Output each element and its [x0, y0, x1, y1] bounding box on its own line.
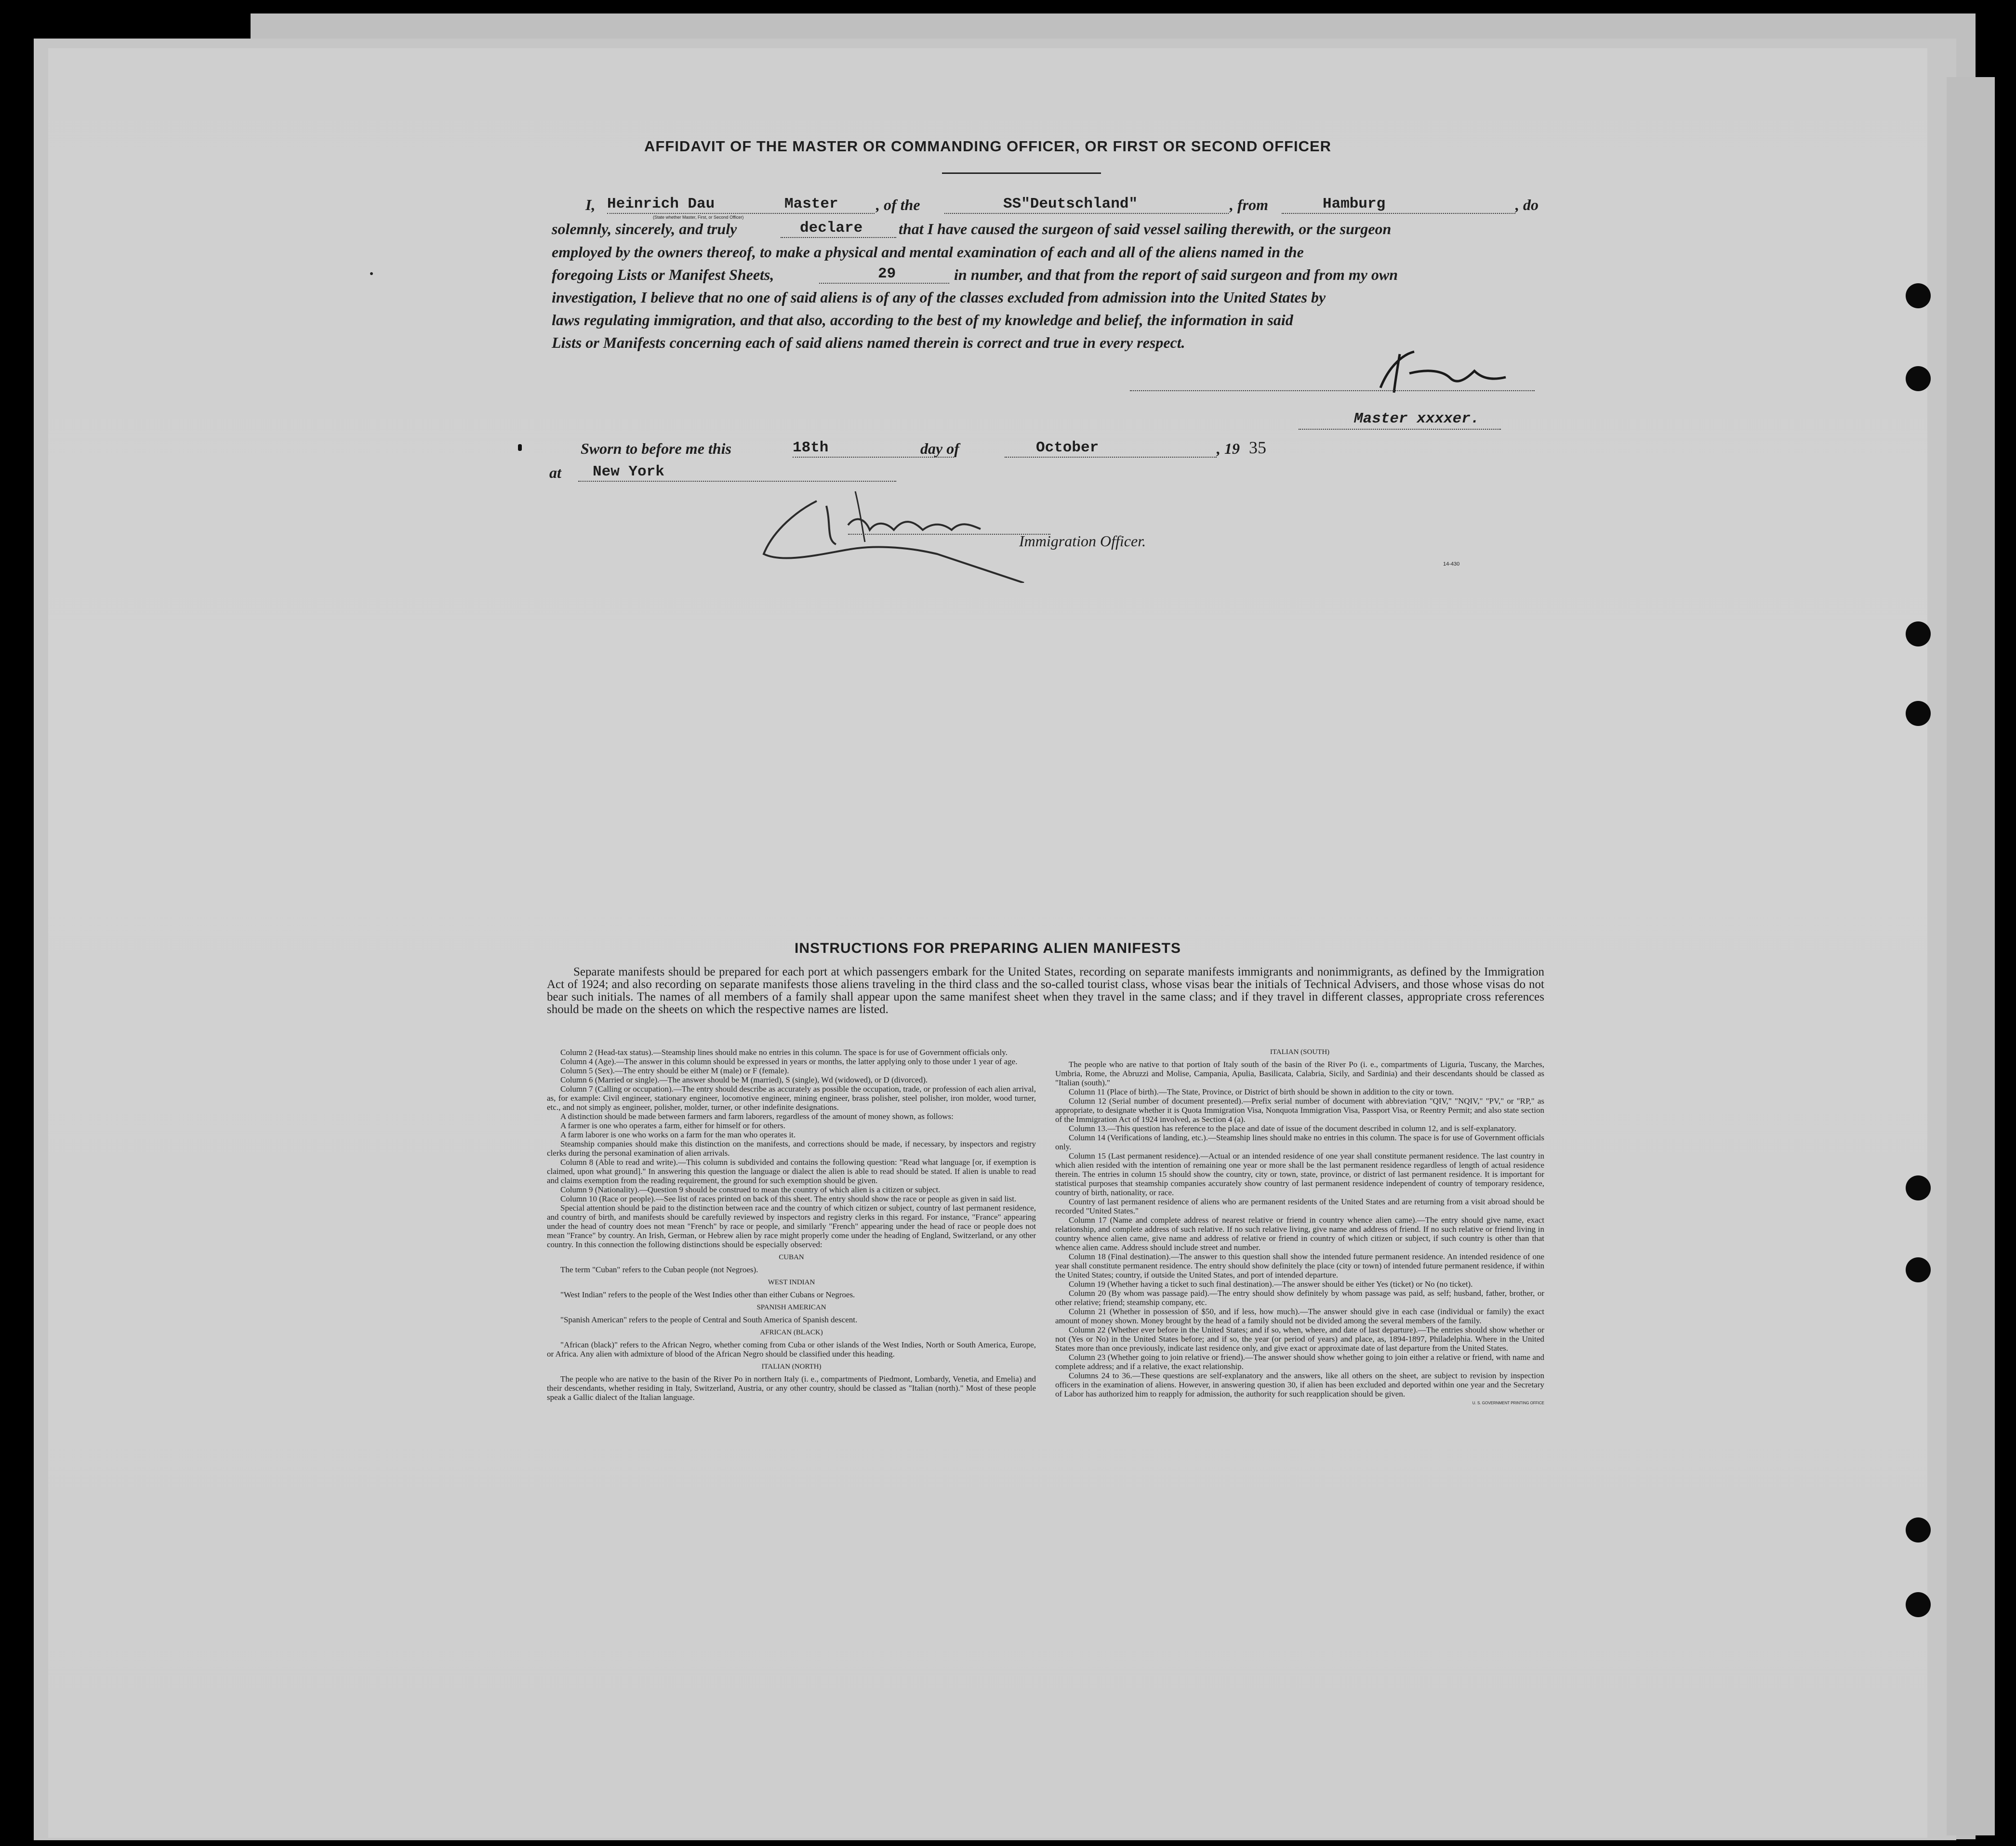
binder-hole	[1906, 283, 1931, 308]
affidavit-line-4a: foregoing Lists or Manifest Sheets,	[552, 266, 774, 283]
rank-hint: (State whether Master, First, or Second Officer)	[653, 215, 744, 220]
sworn-day: 18th	[793, 439, 829, 456]
at-label: at	[549, 464, 561, 481]
form-number: 14-430	[1443, 561, 1460, 567]
instruction-paragraph: Column 22 (Whether ever before in the United States; and if so, when, where, and date of last departure).—The entries should show whether or not (Yes or No) in the United States before; and if so, the year (or period of years) and place, as, 1894-1897, Philadelphia. Where in the United States more than once previously, indicate last residence only, and give exact or approximate date of last departure from the United States.	[1055, 1325, 1544, 1353]
affidavit-line-2b: that I have caused the surgeon of said vessel sailing therewith, or the surgeon	[899, 220, 1392, 237]
binder-hole	[1906, 1175, 1931, 1200]
sworn-place: New York	[593, 463, 664, 480]
day-of-label: day of	[920, 440, 959, 457]
port-line	[1282, 213, 1515, 214]
year-prefix: , 19	[1217, 440, 1240, 457]
instructions-intro: Separate manifests should be prepared for each port at which passengers embark for the United States, recording on separate manifests immigrants and nonimmigrants, as defined by the Immigration Act of 1924; and also recording on separate manifests those aliens traveling in the third class and the so-called tourist class, whose visas bear the initials of Technical Advisers, and those whose visas do not bear such initials. The names of all members of a family shall appear upon the same manifest sheet when they travel in the same class; and if they travel in different classes, appropriate cross references should be made on the sheets on which the respective names are listed.	[547, 965, 1544, 1016]
year-suffix: 35	[1249, 438, 1266, 457]
ink-dot	[370, 272, 373, 275]
officer-label: Immigration Officer.	[1019, 532, 1146, 550]
instruction-paragraph: The people who are native to the basin of the River Po in northern Italy (i. e., compartments of Piedmont, Lombardy, Venetia, and Emelia) and their descendants, whether residing in Italy, Switzerland, Austria, or any other country, should be classed as "Italian (north)." Most of these people speak a Gallic dialect of the Italian language.	[547, 1374, 1036, 1402]
instruction-paragraph: Column 8 (Able to read and write).—This column is subdivided and contains the following question: "Read what language [or, if exemption is claimed, upon what ground]." In answering this question the language or dialect the alien is able to read should be stated. If alien is unable to read and claims exemption from the reading requirement, the ground for such exemption should be given.	[547, 1158, 1036, 1185]
instruction-paragraph: Column 6 (Married or single).—The answer should be M (married), S (single), Wd (widowed), or D (divorced).	[560, 1075, 928, 1084]
heading-spanish-american: SPANISH AMERICAN	[756, 1304, 826, 1311]
ship-line	[944, 213, 1229, 214]
instruction-paragraph: A distinction should be made between farmers and farm laborers, regardless of the amount of money shown, as follows:	[560, 1112, 954, 1121]
affidavit-i: I,	[585, 196, 596, 213]
binder-hole	[1906, 366, 1931, 391]
printer-credit: U. S. GOVERNMENT PRINTING OFFICE	[1472, 1401, 1544, 1405]
instruction-paragraph: The people who are native to that portion of Italy south of the basin of the River Po (i. e., compartments of Liguria, Tuscany, the Marches, Umbria, Rome, the Abruzzi and Molise, Campania, Apulia, Basilicata, Calabria, Sicily, and Sardinia) and their descendants should be classed as "Italian (south)."	[1055, 1060, 1544, 1087]
of-the-label: , of the	[876, 196, 920, 213]
binder-edge	[1947, 77, 1995, 1835]
title-rule	[942, 172, 1101, 174]
do-label: , do	[1515, 196, 1539, 213]
instructions-left-column	[547, 1048, 1036, 1402]
instruction-paragraph: Special attention should be paid to the distinction between race and the country of which citizen or subject, country of last permanent residence, and country of birth, and manifests should be carefully reviewed by inspectors and registry clerks in this regard. For instance, "France" appearing under the head of country does not mean "French" by race or people, and similarly "French" appearing under the head of race or people does not mean "France" by country. An Irish, German, or Hebrew alien by race might properly come under the heading of England, Switzerland, or any other country. In this connection the following distinctions should be especially observed:	[547, 1203, 1036, 1249]
from-label: , from	[1230, 196, 1268, 213]
instruction-paragraph: A farmer is one who operates a farm, either for himself or for others.	[560, 1121, 785, 1130]
affidavit-line-5: investigation, I believe that no one of said aliens is of any of the classes excluded from admission into the United States by	[552, 289, 1326, 306]
binder-hole	[1906, 1592, 1931, 1617]
instruction-paragraph: The term "Cuban" refers to the Cuban people (not Negroes).	[560, 1265, 758, 1274]
instruction-paragraph: Column 13.—This question has reference to the place and date of issue of the document described in column 12, and is self-explanatory.	[1069, 1124, 1516, 1133]
instruction-paragraph: Steamship companies should make this distinction on the manifests, and corrections should be made, if necessary, by inspectors and registry clerks during the personal examination of alien arrivals.	[547, 1139, 1036, 1158]
instruction-paragraph: Column 10 (Race or people).—See list of races printed on back of this sheet. The entry should show the race or people as given in said list.	[560, 1194, 1017, 1203]
sheet-count: 29	[878, 265, 896, 282]
master-signature-line	[1130, 390, 1535, 391]
instruction-paragraph: A farm laborer is one who works on a farm for the man who operates it.	[560, 1130, 796, 1139]
instruction-paragraph: Column 9 (Nationality).—Question 9 should be construed to mean the country of which alien is a citizen or subject.	[560, 1185, 941, 1194]
heading-italian-north: ITALIAN (NORTH)	[761, 1363, 822, 1371]
instruction-paragraph: Column 5 (Sex).—The entry should be either M (male) or F (female).	[560, 1066, 789, 1075]
instruction-paragraph: Column 19 (Whether having a ticket to such final destination).—The answer should be either Yes (ticket) or No (no ticket).	[1069, 1279, 1473, 1289]
sheet-count-line	[819, 283, 949, 284]
affidavit-line-2a: solemnly, sincerely, and truly	[552, 220, 737, 237]
month-line	[1005, 457, 1217, 458]
instruction-paragraph: Column 18 (Final destination).—The answer to this question shall show the intended future permanent residence. An intended residence of one year shall constitute permanent residence. The entry should show definitely the place (city or town) of intended future permanent residence, if within the United States; country, if outside the United States, and port of intended departure.	[1055, 1252, 1544, 1279]
instruction-paragraph: Column 7 (Calling or occupation).—The entry should describe as accurately as possible the occupation, trade, or profession of each alien arrival, as, for example: Civil engineer, stationary engineer, locomotive engineer, mining engineer, brass polisher, steel polisher, iron molder, wood turner, etc., and not simply as engineer, polisher, molder, turner, or other indefinite designations.	[547, 1084, 1036, 1112]
sworn-label: Sworn to before me this	[581, 440, 731, 457]
instructions-right-column	[1055, 1048, 1544, 1408]
instruction-paragraph: Column 4 (Age).—The answer in this column should be expressed in years or months, the latter applying only to those under 1 year of age.	[560, 1057, 1018, 1066]
instruction-paragraph: Column 20 (By whom was passage paid).—The entry should show definitely by whom passage was paid, as self; husband, father, brother, or other relative; friend; steamship company, etc.	[1055, 1289, 1544, 1307]
affidavit-line-3: employed by the owners thereof, to make a physical and mental examination of each and all of the aliens named in the	[552, 243, 1304, 261]
instruction-paragraph: "West Indian" refers to the people of the West Indies other than either Cubans or Negroes.	[560, 1290, 855, 1299]
heading-west-indian: WEST INDIAN	[768, 1279, 815, 1286]
instruction-paragraph: Column 2 (Head-tax status).—Steamship lines should make no entries in this column. The space is for use of Government officials only.	[560, 1048, 1008, 1057]
heading-african: AFRICAN (BLACK)	[760, 1329, 823, 1336]
binder-hole	[1906, 1257, 1931, 1282]
immigration-officer-signature	[754, 482, 1062, 583]
affidavit-title: AFFIDAVIT OF THE MASTER OR COMMANDING OFFICER, OR FIRST OR SECOND OFFICER	[644, 138, 1332, 155]
affidavit-line-6: laws regulating immigration, and that also, according to the best of my knowledge and belief, the information in said	[552, 311, 1293, 329]
instruction-paragraph: Column 15 (Last permanent residence).—Actual or an intended residence of one year shall constitute permanent residence. The last country in which alien resided with the intention of remaining one year or more shall be the last permanent residence regardless of length of actual residence therein. The entries in column 15 should show the country, city or town, state, province, or district of last permanent residence. It is important for statistical purposes that steamship companies accurately show country of last permanent residence independent of country of temporary residence, country of birth, nationality, or race.	[1055, 1151, 1544, 1197]
affidavit-line-7: Lists or Manifests concerning each of said aliens named therein is correct and true in every respect.	[552, 334, 1185, 351]
title-signature-line	[1299, 429, 1501, 430]
manifest-page	[48, 48, 1927, 1838]
declare-line	[781, 237, 896, 238]
heading-cuban: CUBAN	[779, 1253, 804, 1261]
instruction-paragraph: Column 21 (Whether in possession of $50, and if less, how much).—The answer should give in each case (individual or family) the exact amount of money shown. Money brought by the head of a family should not be divided among the several members of the family.	[1055, 1307, 1544, 1325]
name-line	[607, 213, 875, 214]
instruction-paragraph: Columns 24 to 36.—These questions are self-explanatory and the answers, like all others on the sheet, are subject to revision by inspection officers in the examination of aliens. However, in answering question 30, if alien has been excluded and deported within one year and the Secretary of Labor has authorized him to reapply for admission, the authority for such reapplication should be given.	[1055, 1371, 1544, 1398]
binder-hole	[1906, 701, 1931, 726]
binder-hole	[1906, 1517, 1931, 1543]
instruction-paragraph: Column 23 (Whether going to join relative or friend).—The answer should show whether going to join either a relative or friend, with name and complete address; and if a relative, the exact relationship.	[1055, 1353, 1544, 1371]
officer-rank: Master	[784, 196, 838, 212]
instruction-paragraph: "African (black)" refers to the African Negro, whether coming from Cuba or other islands of the West Indies, North or South America, Europe, or Africa. Any alien with admixture of blood of the African Negro should be classified under this heading.	[547, 1340, 1036, 1358]
departure-port: Hamburg	[1323, 196, 1386, 212]
instruction-paragraph: Column 11 (Place of birth).—The State, Province, or District of birth should be shown in addition to the city or town.	[1069, 1087, 1454, 1096]
master-signature	[1371, 344, 1515, 397]
binder-hole	[1906, 621, 1931, 646]
instruction-paragraph: Column 12 (Serial number of document presented).—Prefix serial number of document with abbreviation "QIV," "NQIV," "PV," or "RP," as appropriate, to designate whether it is Quota Immigration Visa, Nonquota Immigration Visa, Passport Visa, or Reentry Permit; and also state section of the Immigration Act of 1924 involved, as Section 4 (a).	[1055, 1096, 1544, 1124]
master-name: Heinrich Dau	[607, 196, 715, 212]
sworn-month: October	[1036, 439, 1099, 456]
signatory-title: Master xxxxer.	[1354, 410, 1480, 427]
instruction-paragraph: Column 14 (Verifications of landing, etc.).—Steamship lines should make no entries in this column. The space is for use of Government officials only.	[1055, 1133, 1544, 1151]
instruction-paragraph: "Spanish American" refers to the people of Central and South America of Spanish descent.	[560, 1315, 858, 1324]
heading-italian-south: ITALIAN (SOUTH)	[1270, 1048, 1330, 1056]
declare-fill: declare	[800, 220, 863, 237]
instruction-paragraph: Country of last permanent residence of aliens who are permanent residents of the United States and are returning from a visit abroad should be recorded "United States."	[1055, 1197, 1544, 1215]
ink-mark	[518, 444, 522, 451]
affidavit-line-4b: in number, and that from the report of said surgeon and from my own	[954, 266, 1398, 283]
instructions-title: INSTRUCTIONS FOR PREPARING ALIEN MANIFESTS	[794, 940, 1181, 956]
ship-name: SS"Deutschland"	[1003, 196, 1138, 212]
instruction-paragraph: Column 17 (Name and complete address of nearest relative or friend in country whence alien came).—The entry should give name, exact relationship, and complete address of such relative. If no such relative living, give name and address of friend. If no such relative or friend living in country whence alien came, give name and address of relative or friend in country of which citizen or subject, if such country is other than that whence alien came. Address should include street and number.	[1055, 1215, 1544, 1252]
